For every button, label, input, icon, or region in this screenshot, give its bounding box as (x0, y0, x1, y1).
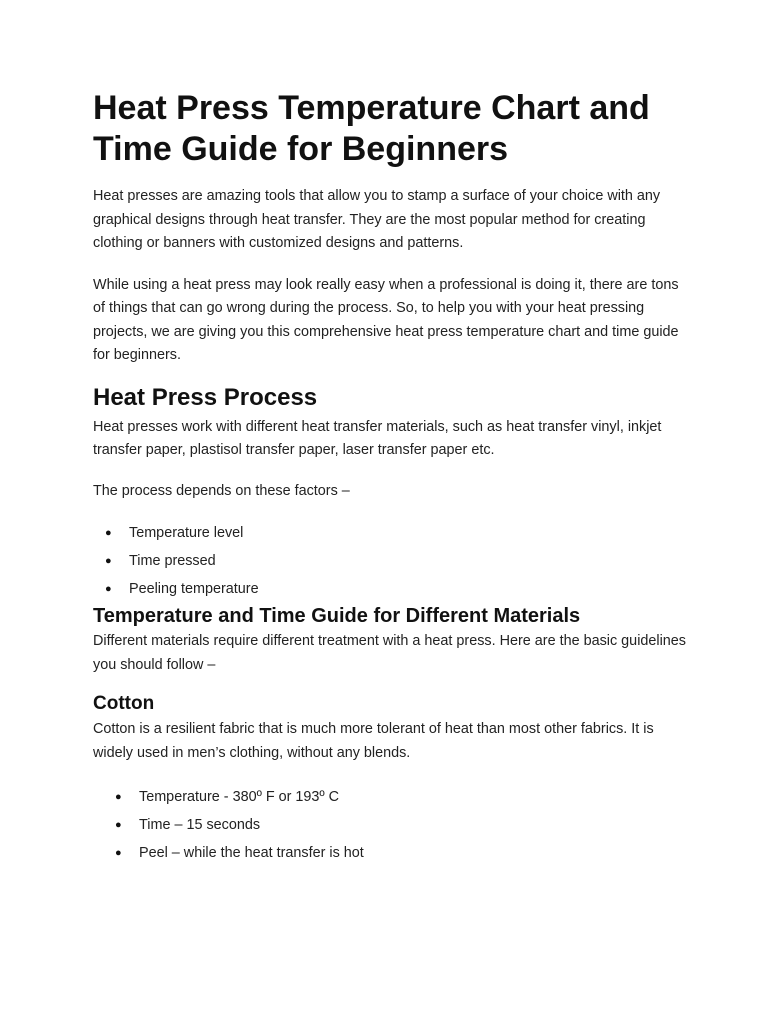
list-item-text: Time pressed (129, 553, 216, 569)
list-item (93, 811, 693, 839)
list-item-text: Temperature - 380º F or 193º C (139, 789, 340, 805)
heading-heat-press-process: Heat Press Process (93, 383, 318, 411)
list-item-text: Peel – while the heat transfer is hot (139, 845, 364, 861)
cotton-paragraph: Cotton is a resilient fabric that is much more tolerant of heat than most other fabrics. It is widely used in men’s clothing, without any blends. (93, 721, 654, 761)
cotton-specs-list (93, 783, 693, 867)
list-item-text: Peeling temperature (129, 581, 259, 597)
bullet-icon: ● (115, 847, 122, 859)
bullet-icon: ● (115, 791, 122, 803)
list-item (93, 783, 693, 811)
list-item (93, 519, 693, 547)
intro-paragraph-2: While using a heat press may look really easy when a professional is doing it, there are tons of things that can go wrong during the process. So, to help you with your heat pressing projects, we are giving you this comprehensive heat press temperature chart and time guide for beginners. (93, 276, 679, 363)
page-title: Heat Press Temperature Chart and Time Guide for Beginners (93, 89, 650, 168)
list-item-text: Time – 15 seconds (139, 817, 261, 833)
heading-materials-guide: Temperature and Time Guide for Different Materials (93, 605, 581, 627)
heading-cotton: Cotton (93, 693, 155, 714)
list-item (93, 575, 693, 603)
process-paragraph-1: Heat presses work with different heat transfer materials, such as heat transfer vinyl, inkjet transfer paper, plastisol transfer paper, laser transfer paper etc. (93, 418, 662, 458)
bullet-icon: ● (105, 527, 112, 539)
list-item (93, 547, 693, 575)
materials-paragraph: Different materials require different treatment with a heat press. Here are the basic guidelines you should follow – (93, 633, 686, 673)
bullet-icon: ● (105, 583, 112, 595)
factors-list (93, 519, 693, 603)
bullet-icon: ● (105, 555, 112, 567)
article-body (93, 88, 693, 867)
list-item-text: Temperature level (129, 525, 244, 541)
list-item (93, 839, 693, 867)
intro-paragraph-1: Heat presses are amazing tools that allow you to stamp a surface of your choice with any graphical designs through heat transfer. They are the most popular method for creating clothing or banners with customized designs and patterns. (93, 188, 661, 251)
process-paragraph-2: The process depends on these factors – (93, 482, 350, 499)
bullet-icon: ● (115, 819, 122, 831)
